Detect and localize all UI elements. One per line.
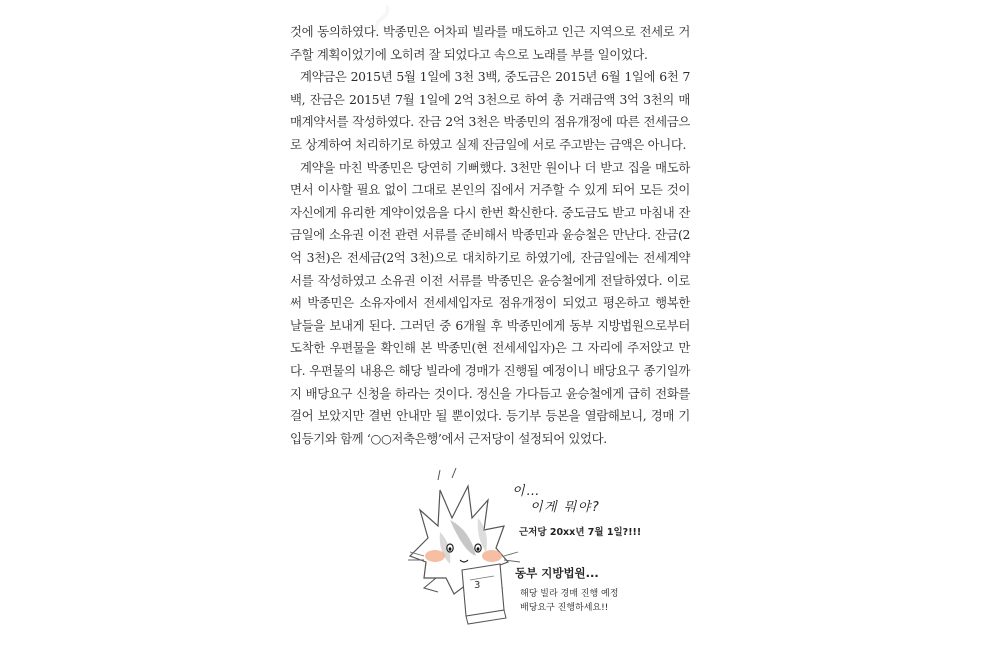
caption-notice-line-2: 배당요구 진행하세요!! [520, 603, 609, 613]
left-blush [425, 550, 445, 562]
paragraph-1: 것에 동의하였다. 박종민은 어차피 빌라를 매도하고 인근 지역으로 전세로 거주할 계획이었기에 오히려 잘 되었다고 속으로 노래를 부를 일이었다. [290, 24, 690, 62]
body-text [290, 21, 690, 450]
paragraph-2: 계약금은 2015년 5월 1일에 3천 3백, 중도금은 2015년 6월 1일에 6천 7백, 잔금은 2015년 7월 1일에 2억 3천으로 하여 총 거래금액 3억 3천의 매매계약서를 작성하였다. 잔금 2억 3천은 박종민의 점유개정에 따른 전세금으로 상계하여 처리하기로 하였고 실제 잔금일에 서로 주고받는 금액은 아니다. [290, 69, 690, 152]
cat-arm-left [424, 578, 438, 592]
caption-mortgage: 근저당 20xx년 7월 1일?!!! [519, 527, 642, 538]
paragraph-3: 계약을 마친 박종민은 당연히 기뻐했다. 3천만 원이나 더 받고 집을 매도하면서 이사할 필요 없이 그대로 본인의 집에서 거주할 수 있게 되어 모든 것이 자신에게 유리한 계약이었음을 다시 한번 확신한다. 중도금도 받고 마침내 잔금일에 소유권 이전 관련 서류를 준비해서 박종민과 윤승철은 만난다. 잔금(2억 3천)은 전세금(2억 3천)으로 대치하기로 하였기에, 잔금일에는 전세계약서를 작성하였고 소유권 이전 서류를 박종민은 윤승철에게 전달하였다. 이로써 박종민은 소유자에서 전세세입자로 점유개정이 되었고 평온하고 행복한 날들을 보내게 된다. 그러던 중 6개월 후 박종민에게 동부 지방법원으로부터 도착한 우편물을 확인해 본 박종민(현 전세세입자)은 그 자리에 주저앉고 만다. 우편물의 내용은 해당 빌라에 경매가 진행될 예정이니 배당요구 종기일까지 배당요구 신청을 하라는 것이다. 정신을 가다듬고 윤승철에게 급히 전화를 걸어 보았지만 결번 안내만 될 뿐이었다. 등기부 등본을 열람해보니, 경매 기입등기와 함께 ‘○○저축은행’에서 근저당이 설정되어 있었다. [290, 159, 690, 446]
envelope-icon [462, 564, 506, 624]
right-blush [482, 550, 502, 562]
caption-court: 동부 지방법원... [515, 566, 599, 580]
handwriting-line-2: 이게 뭐야? [530, 500, 601, 515]
caption-notice-line-1: 해당 빌라 경매 진행 예정 [520, 589, 619, 599]
handwriting-line-1: 이… [512, 484, 542, 499]
envelope-mark: 3 [474, 580, 481, 591]
